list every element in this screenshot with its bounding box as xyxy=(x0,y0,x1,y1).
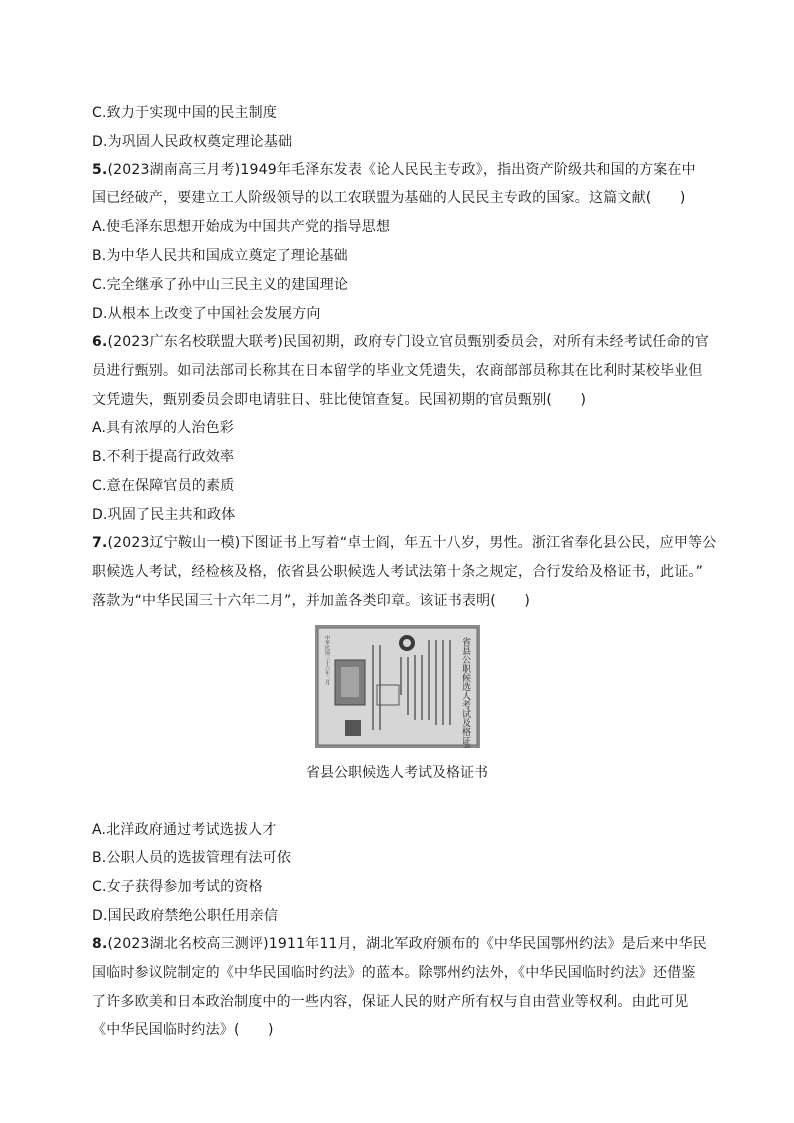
q6-option-a: A.具有浓厚的人治色彩 xyxy=(92,420,234,436)
q8-stem-text1: (2023湖北名校高三测评)1911年11月，湖北军政府颁布的《中华民国鄂州约法》是后来中华民 xyxy=(107,936,707,952)
q5-stem-line1 xyxy=(92,160,702,180)
q4-option-d: D.为巩固人民政权奠定理论基础 xyxy=(92,134,293,150)
q6-option-b: B.不利于提高行政效率 xyxy=(92,449,235,465)
q5-number: 5. xyxy=(92,162,108,178)
q7-number: 7. xyxy=(92,535,108,551)
q5-stem-line2: 国已经破产，要建立工人阶级领导的以工农联盟为基础的人民民主专政的国家。这篇文献( ) xyxy=(92,190,686,206)
q7-stem-line1 xyxy=(92,533,717,553)
certificate-title: 省县公职候选人考试及格证书 xyxy=(460,637,470,748)
q8-stem-line4: 《中华民国临时约法》( ) xyxy=(92,1022,274,1038)
q6-stem-line2: 员进行甄别。如司法部司长称其在日本留学的毕业文凭遗失，农商部部员称其在比利时某校毕业但 xyxy=(92,363,703,379)
seal-stamp-small xyxy=(345,720,361,736)
q7-stem-text1: (2023辽宁鞍山一模)下图证书上写着“卓士阎，年五十八岁，男性。浙江省奉化县公民，应甲等公 xyxy=(107,535,717,551)
q8-stem-line3: 了许多欧美和日本政治制度中的一些内容，保证人民的财产所有权与自由营业等权利。由此可见 xyxy=(92,994,689,1010)
q6-stem-line3: 文凭遗失，甄别委员会即电请驻日、驻比使馆查复。民国初期的官员甄别( ) xyxy=(92,392,587,408)
q8-stem-line2: 国临时参议院制定的《中华民国临时约法》的蓝本。除鄂州约法外，《中华民国临时约法》还借鉴 xyxy=(92,965,696,981)
q6-option-c: C.意在保障官员的素质 xyxy=(92,478,235,494)
q5-option-d: D.从根本上改变了中国社会发展方向 xyxy=(92,306,321,322)
q5-stem-text1: (2023湖南高三月考)1949年毛泽东发表《论人民民主专政》，指出资产阶级共和国的方案在中 xyxy=(107,162,696,178)
q7-option-a: A.北洋政府通过考试选拔人才 xyxy=(92,822,277,838)
figure-caption: 省县公职候选人考试及格证书 xyxy=(306,765,488,781)
q4-option-c: C.致力于实现中国的民主制度 xyxy=(92,105,278,121)
q6-option-d: D.巩固了民主共和政体 xyxy=(92,507,236,523)
q6-stem-line1 xyxy=(92,332,710,352)
q8-number: 8. xyxy=(92,936,108,952)
certificate-image xyxy=(315,625,480,748)
q7-option-c: C.女子获得参加考试的资格 xyxy=(92,879,263,895)
q8-stem-line1 xyxy=(92,934,707,954)
q5-option-a: A.使毛泽东思想开始成为中国共产党的指导思想 xyxy=(92,219,391,235)
q5-option-c: C.完全继承了孙中山三民主义的建国理论 xyxy=(92,277,349,293)
q7-stem-line3: 落款为“中华民国三十六年二月”，并加盖各类印章。该证书表明( ) xyxy=(92,593,531,609)
q6-number: 6. xyxy=(92,334,108,350)
q7-option-d: D.国民政府禁绝公职任用亲信 xyxy=(92,908,279,924)
certificate-photo xyxy=(315,625,480,748)
q6-stem-text1: (2023广东名校联盟大联考)民国初期，政府专门设立官员甄别委员会，对所有未经考试任命的官 xyxy=(107,334,710,350)
q7-stem-line2: 职候选人考试，经检核及格，依省县公职候选人考试法第十条之规定，合行发给及格证书，此证。” xyxy=(92,564,704,580)
certificate-date: 中华民国三十六年二月 xyxy=(324,635,330,685)
q7-option-b: B.公职人员的选拔管理有法可依 xyxy=(92,850,292,866)
q5-option-b: B.为中华人民共和国成立奠定了理论基础 xyxy=(92,248,348,264)
